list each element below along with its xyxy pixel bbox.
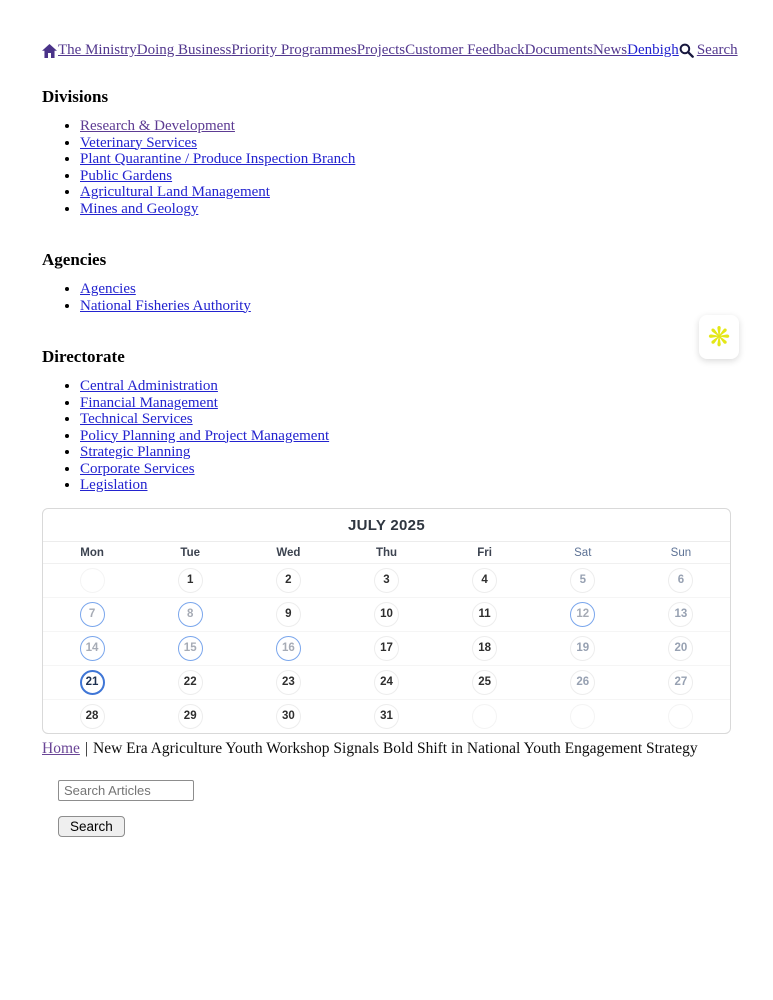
list-item xyxy=(80,477,731,494)
calendar-cell xyxy=(43,704,141,729)
day-header-thu: Thu xyxy=(375,546,398,559)
calendar-title: JULY 2025 xyxy=(43,509,730,542)
calendar-day-30: 30 xyxy=(276,704,301,729)
calendar-cell xyxy=(632,602,730,627)
link-public-gardens[interactable]: Public Gardens xyxy=(80,167,173,184)
nav-item-documents[interactable]: Documents xyxy=(524,42,593,58)
calendar-day-5: 5 xyxy=(570,568,595,593)
list-item xyxy=(80,395,731,412)
list-item xyxy=(80,444,731,461)
calendar-cell xyxy=(436,670,534,695)
calendar-day-9: 9 xyxy=(276,602,301,627)
breadcrumb-current: New Era Agriculture Youth Workshop Signals Bold Shift in National Youth Engagement Strategy xyxy=(93,739,698,757)
calendar-cell xyxy=(141,670,239,695)
calendar-week-row xyxy=(43,665,730,699)
calendar-day-8[interactable]: 8 xyxy=(178,602,203,627)
calendar-cell xyxy=(632,704,730,729)
calendar-day-19: 19 xyxy=(570,636,595,661)
calendar-day-2: 2 xyxy=(276,568,301,593)
calendar-day-13: 13 xyxy=(668,602,693,627)
calendar-day-1: 1 xyxy=(178,568,203,593)
calendar-cell xyxy=(632,636,730,661)
calendar-week-row xyxy=(43,597,730,631)
calendar-cell xyxy=(436,636,534,661)
section-list-divisions xyxy=(42,118,731,217)
calendar-cell xyxy=(43,670,141,695)
calendar-day-29: 29 xyxy=(178,704,203,729)
day-header-sat: Sat xyxy=(574,546,592,559)
list-item xyxy=(80,461,731,478)
list-item xyxy=(80,298,731,315)
calendar-cell xyxy=(43,602,141,627)
link-strategic-planning[interactable]: Strategic Planning xyxy=(80,444,191,460)
nav-item-priority-programmes[interactable]: Priority Programmes xyxy=(231,42,357,58)
section-title-directorate: Directorate xyxy=(42,347,125,366)
calendar-cell xyxy=(534,636,632,661)
calendar-day-24: 24 xyxy=(374,670,399,695)
link-mines-and-geology[interactable]: Mines and Geology xyxy=(80,200,199,217)
link-national-fisheries-authority[interactable]: National Fisheries Authority xyxy=(80,297,251,314)
calendar-cell xyxy=(239,670,337,695)
calendar-cell xyxy=(337,670,435,695)
link-agencies[interactable]: Agencies xyxy=(80,281,136,297)
link-corporate-services[interactable]: Corporate Services xyxy=(80,460,195,477)
top-nav xyxy=(42,42,738,59)
link-financial-management[interactable]: Financial Management xyxy=(80,394,218,411)
calendar-day-23: 23 xyxy=(276,670,301,695)
calendar-day-14[interactable]: 14 xyxy=(80,636,105,661)
list-item xyxy=(80,184,731,201)
calendar-grid xyxy=(43,564,730,733)
section-list-directorate xyxy=(42,378,731,494)
list-item xyxy=(80,378,731,395)
list-item xyxy=(80,428,731,445)
nav-search-label: Search xyxy=(696,42,738,58)
list-item xyxy=(80,411,731,428)
calendar-day-11: 11 xyxy=(472,602,497,627)
calendar-cell xyxy=(141,636,239,661)
nav-item-news[interactable]: News xyxy=(592,42,628,58)
calendar-day-headers xyxy=(43,542,730,564)
calendar-cell xyxy=(141,602,239,627)
calendar-cell xyxy=(239,568,337,593)
calendar-week-row xyxy=(43,699,730,733)
list-item xyxy=(80,201,731,218)
calendar-day-27: 27 xyxy=(668,670,693,695)
calendar-cell xyxy=(337,602,435,627)
calendar-cell xyxy=(337,636,435,661)
article-search-form xyxy=(58,780,731,837)
nav-item-the-ministry[interactable]: The Ministry xyxy=(58,42,137,58)
accessibility-asterisk-icon: ❋ xyxy=(707,321,731,352)
calendar-day-17: 17 xyxy=(374,636,399,661)
calendar-day-16[interactable]: 16 xyxy=(276,636,301,661)
calendar-cell xyxy=(141,704,239,729)
calendar-cell xyxy=(534,602,632,627)
nav-item-projects[interactable]: Projects xyxy=(356,42,406,58)
calendar-cell xyxy=(534,670,632,695)
link-plant-quarantine-produce-inspection-branch[interactable]: Plant Quarantine / Produce Inspection Branch xyxy=(80,151,356,167)
home-link[interactable]: Home xyxy=(42,739,80,757)
nav-item-denbigh[interactable]: Denbigh xyxy=(627,42,679,58)
search-icon xyxy=(679,43,694,58)
calendar-empty-day xyxy=(570,704,595,729)
calendar-day-18: 18 xyxy=(472,636,497,661)
sections xyxy=(42,87,731,494)
calendar-cell xyxy=(239,602,337,627)
calendar-day-10: 10 xyxy=(374,602,399,627)
nav-search-link[interactable] xyxy=(679,42,738,59)
calendar-empty-day xyxy=(472,704,497,729)
day-header-sun: Sun xyxy=(670,546,692,559)
list-item xyxy=(80,151,731,168)
link-technical-services[interactable]: Technical Services xyxy=(80,411,193,427)
day-header-wed: Wed xyxy=(276,546,301,559)
breadcrumb xyxy=(42,740,731,758)
day-header-mon: Mon xyxy=(80,546,104,559)
link-central-administration[interactable]: Central Administration xyxy=(80,378,218,394)
breadcrumb-separator: | xyxy=(84,739,88,757)
link-policy-planning-and-project-management[interactable]: Policy Planning and Project Management xyxy=(80,427,330,444)
calendar-day-12[interactable]: 12 xyxy=(570,602,595,627)
calendar-day-21[interactable]: 21 xyxy=(80,670,105,695)
calendar-cell xyxy=(337,568,435,593)
section-title-agencies: Agencies xyxy=(42,250,107,269)
search-articles-input[interactable] xyxy=(58,780,194,801)
calendar-day-3: 3 xyxy=(374,568,399,593)
calendar-day-4: 4 xyxy=(472,568,497,593)
calendar-cell xyxy=(337,704,435,729)
section-list-agencies xyxy=(42,281,731,314)
calendar-cell xyxy=(141,568,239,593)
link-legislation[interactable]: Legislation xyxy=(80,477,148,493)
calendar-cell xyxy=(239,636,337,661)
nav-item-doing-business[interactable]: Doing Business xyxy=(136,42,232,58)
calendar-cell xyxy=(43,568,141,593)
calendar-week-row xyxy=(43,564,730,597)
calendar-cell xyxy=(436,704,534,729)
link-agricultural-land-management[interactable]: Agricultural Land Management xyxy=(80,184,270,200)
day-header-fri: Fri xyxy=(477,546,492,559)
calendar-cell xyxy=(436,568,534,593)
list-item xyxy=(80,281,731,298)
calendar-day-22: 22 xyxy=(178,670,203,695)
calendar-empty-day xyxy=(668,704,693,729)
day-header-tue: Tue xyxy=(180,546,200,559)
search-button[interactable]: Search xyxy=(58,816,125,837)
calendar-empty-day xyxy=(80,568,105,593)
accessibility-widget[interactable] xyxy=(699,315,739,359)
nav-links xyxy=(58,42,679,59)
calendar-day-26: 26 xyxy=(570,670,595,695)
calendar-cell xyxy=(239,704,337,729)
calendar-day-28: 28 xyxy=(80,704,105,729)
calendar-cell xyxy=(534,568,632,593)
calendar-day-7[interactable]: 7 xyxy=(80,602,105,627)
calendar-day-6: 6 xyxy=(668,568,693,593)
list-item xyxy=(80,135,731,152)
list-item xyxy=(80,168,731,185)
calendar-day-31: 31 xyxy=(374,704,399,729)
link-veterinary-services[interactable]: Veterinary Services xyxy=(80,134,198,151)
calendar-day-15[interactable]: 15 xyxy=(178,636,203,661)
section-title-divisions: Divisions xyxy=(42,87,109,106)
calendar-day-20: 20 xyxy=(668,636,693,661)
calendar-day-25: 25 xyxy=(472,670,497,695)
list-item xyxy=(80,118,731,135)
link-research-development[interactable]: Research & Development xyxy=(80,118,235,134)
calendar-cell xyxy=(534,704,632,729)
nav-item-customer-feedback[interactable]: Customer Feedback xyxy=(405,42,525,58)
calendar-cell xyxy=(632,568,730,593)
calendar-week-row xyxy=(43,631,730,665)
calendar-cell xyxy=(436,602,534,627)
calendar-cell xyxy=(632,670,730,695)
calendar xyxy=(42,508,731,734)
calendar-cell xyxy=(43,636,141,661)
home-icon[interactable] xyxy=(42,44,57,58)
